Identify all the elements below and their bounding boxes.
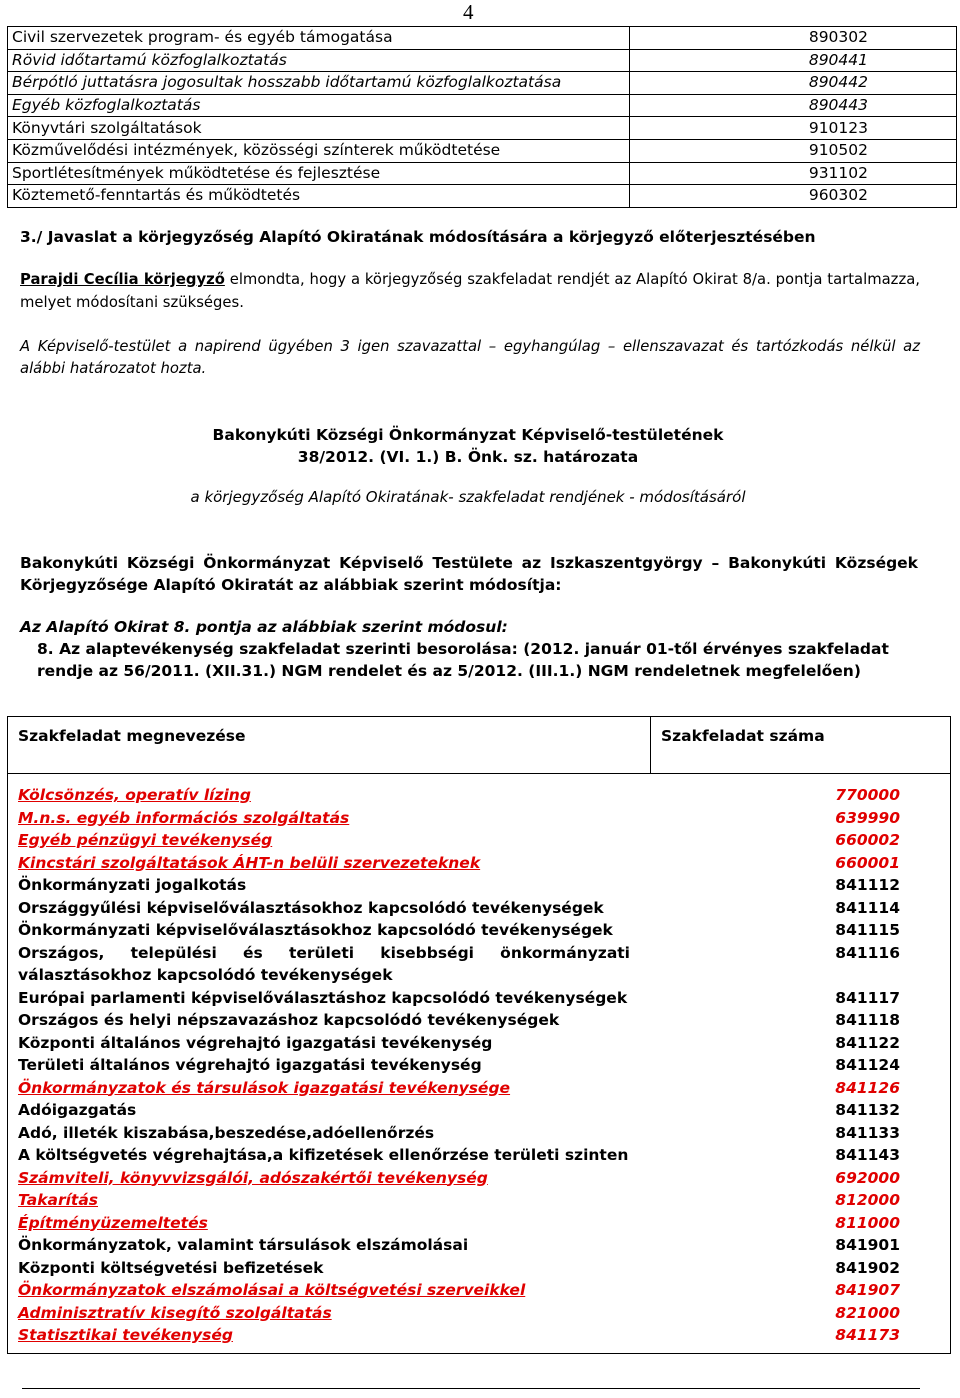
szakfeladat-name: A költségvetés végrehajtása,a kifizetések ellenőrzése területi szinten bbox=[18, 1146, 629, 1164]
szakfeladat-code: 821000 bbox=[835, 1303, 900, 1322]
list-item bbox=[8, 919, 950, 942]
row-code: 931102 bbox=[630, 162, 957, 185]
table-row bbox=[8, 117, 957, 140]
list-item bbox=[8, 1077, 950, 1100]
szakfeladat-name: Egyéb pénzügyi tevékenység bbox=[18, 831, 273, 849]
row-code: 890443 bbox=[630, 94, 957, 117]
szakfeladat-name: Európai parlamenti képviselőválasztáshoz kapcsolódó tevékenységek bbox=[18, 988, 628, 1007]
list-item bbox=[8, 1144, 950, 1167]
row-code: 910123 bbox=[630, 117, 957, 140]
szakfeladat-code: 660001 bbox=[835, 853, 900, 872]
resolution-title bbox=[20, 424, 916, 468]
szakfeladat-code: 841124 bbox=[835, 1056, 900, 1074]
szakfeladat-code: 841116 bbox=[835, 943, 900, 962]
list-item bbox=[8, 1279, 950, 1302]
szakfeladat-code: 841902 bbox=[835, 1258, 900, 1277]
paragraph-amendment: Bakonykúti Községi Önkormányzat Képviselő Testülete az Iszkaszentgyörgy – Bakonykúti Községek Körjegyzősége Alapító Okiratát az alábbiak szerint módosítja: bbox=[20, 554, 918, 594]
paragraph-clerk-statement bbox=[20, 268, 920, 314]
list-item bbox=[8, 1257, 950, 1280]
list-item bbox=[8, 807, 950, 830]
clerk-name: Parajdi Cecília körjegyző bbox=[20, 271, 225, 288]
page-number: 4 bbox=[463, 0, 474, 24]
row-name: Közművelődési intézmények, közösségi színterek működtetése bbox=[8, 139, 630, 162]
szakfeladat-name: Országos, települési és területi kisebbségi önkormányzati választásokhoz kapcsolódó tevékenységek bbox=[18, 943, 630, 984]
szakfeladat-name: Önkormányzatok elszámolásai a költségvetési szerveikkel bbox=[18, 1281, 526, 1299]
paragraph-point-8: Az Alapító Okirat 8. pontja az alábbiak szerint módosul: bbox=[20, 618, 508, 636]
row-name: Rövid időtartamú közfoglalkoztatás bbox=[8, 49, 630, 72]
szakfeladat-name: Statisztikai tevékenység bbox=[18, 1326, 233, 1344]
clerk-statement-text: elmondta, hogy a körjegyzőség szakfeladat rendjét az Alapító Okirat 8/a. pontja tartalmazza, melyet módosítani szükséges. bbox=[20, 271, 920, 311]
row-name: Köztemető-fenntartás és működtetés bbox=[8, 185, 630, 208]
table-row bbox=[8, 72, 957, 95]
szakfeladat-code: 811000 bbox=[835, 1213, 900, 1232]
szakfeladat-name: Központi általános végrehajtó igazgatási tevékenység bbox=[18, 1033, 493, 1052]
szakfeladat-table bbox=[7, 716, 951, 1354]
list-item bbox=[8, 1099, 950, 1122]
list-item bbox=[8, 1302, 950, 1325]
list-item bbox=[8, 1032, 950, 1055]
szakfeladat-name: Önkormányzati képviselőválasztásokhoz kapcsolódó tevékenységek bbox=[18, 921, 613, 939]
szakfeladat-name: Önkormányzatok és társulások igazgatási tevékenysége bbox=[18, 1078, 511, 1097]
szakfeladat-name: Országos és helyi népszavazáshoz kapcsolódó tevékenységek bbox=[18, 1011, 560, 1029]
szakfeladat-name: Adóigazgatás bbox=[18, 1101, 137, 1119]
list-item bbox=[8, 942, 950, 987]
list-item bbox=[8, 1189, 950, 1212]
szakfeladat-name: Központi költségvetési befizetések bbox=[18, 1258, 324, 1277]
szakfeladat-code: 841901 bbox=[835, 1236, 900, 1254]
row-name: Sportlétesítmények működtetése és fejlesztése bbox=[8, 162, 630, 185]
list-item bbox=[8, 1122, 950, 1145]
resolution-title-line-2: 38/2012. (VI. 1.) B. Önk. sz. határozata bbox=[297, 448, 639, 466]
list-item bbox=[8, 1324, 950, 1347]
table-row bbox=[8, 27, 957, 50]
list-item bbox=[8, 1167, 950, 1190]
szakfeladat-name: Kölcsönzés, operatív lízing bbox=[18, 786, 251, 804]
szakfeladat-code: 841133 bbox=[835, 1123, 900, 1142]
table-row bbox=[8, 49, 957, 72]
table-row bbox=[8, 94, 957, 117]
szakfeladat-code: 812000 bbox=[835, 1191, 900, 1209]
szakfeladat-code: 841143 bbox=[835, 1146, 900, 1164]
szakfeladat-code: 841114 bbox=[835, 898, 900, 917]
szakfeladat-code: 841132 bbox=[835, 1101, 900, 1119]
section-heading: 3./ Javaslat a körjegyzőség Alapító Okiratának módosítására a körjegyző előterjesztésében bbox=[20, 228, 816, 246]
list-item bbox=[8, 874, 950, 897]
szakfeladat-name: M.n.s. egyéb információs szolgáltatás bbox=[18, 808, 350, 827]
szakfeladat-name: Számviteli, könyvvizsgálói, adószakértői tevékenység bbox=[18, 1168, 488, 1187]
list-item bbox=[8, 987, 950, 1010]
row-code: 890441 bbox=[630, 49, 957, 72]
szakfeladat-code: 692000 bbox=[835, 1168, 900, 1187]
resolution-title-line-1: Bakonykúti Községi Önkormányzat Képviselő-testületének bbox=[212, 426, 724, 444]
list-item bbox=[8, 1212, 950, 1235]
row-code: 960302 bbox=[630, 185, 957, 208]
row-name: Könyvtári szolgáltatások bbox=[8, 117, 630, 140]
list-item bbox=[8, 1234, 950, 1257]
szakfeladat-name: Takarítás bbox=[18, 1191, 99, 1209]
szakfeladat-code: 841117 bbox=[835, 988, 900, 1007]
szakfeladat-code: 639990 bbox=[835, 808, 900, 827]
szakfeladat-code: 841122 bbox=[835, 1033, 900, 1052]
table-row bbox=[8, 139, 957, 162]
paragraph-vote: A Képviselő-testület a napirend ügyében 3 igen szavazattal – egyhangúlag – ellenszavazat és tartózkodás nélkül az alábbi határozatot hozta. bbox=[20, 338, 920, 377]
szakfeladat-name: Önkormányzati jogalkotás bbox=[18, 876, 247, 894]
list-item bbox=[8, 1054, 950, 1077]
szakfeladat-list bbox=[8, 774, 951, 1354]
resolution-subtitle: a körjegyzőség Alapító Okiratának- szakfeladat rendjének - módosításáról bbox=[190, 488, 746, 506]
header-code: Szakfeladat száma bbox=[651, 717, 951, 774]
szakfeladat-code: 841112 bbox=[835, 876, 900, 894]
list-item bbox=[8, 1009, 950, 1032]
szakfeladat-name: Területi általános végrehajtó igazgatási tevékenység bbox=[18, 1056, 482, 1074]
list-item bbox=[8, 829, 950, 852]
szakfeladat-code: 841118 bbox=[835, 1011, 900, 1029]
szakfeladat-code: 841115 bbox=[835, 921, 900, 939]
list-item bbox=[8, 784, 950, 807]
row-code: 890302 bbox=[630, 27, 957, 50]
row-name: Civil szervezetek program- és egyéb támogatása bbox=[8, 27, 630, 50]
szakfeladat-name: Adó, illeték kiszabása,beszedése,adóellenőrzés bbox=[18, 1123, 435, 1142]
row-name: Bérpótló juttatásra jogosultak hosszabb időtartamú közfoglalkoztatása bbox=[8, 72, 630, 95]
szakfeladat-code: 841126 bbox=[835, 1078, 900, 1097]
table-row bbox=[8, 185, 957, 208]
szakfeladat-name: Kincstári szolgáltatások ÁHT-n belüli szervezeteknek bbox=[18, 853, 481, 872]
szakfeladat-code: 770000 bbox=[835, 786, 900, 804]
szakfeladat-code: 660002 bbox=[835, 831, 900, 849]
row-code: 890442 bbox=[630, 72, 957, 95]
szakfeladat-name: Építményüzemeltetés bbox=[18, 1213, 208, 1232]
list-item bbox=[8, 852, 950, 875]
footer-divider bbox=[22, 1388, 920, 1389]
table-row bbox=[8, 162, 957, 185]
szakfeladat-name: Országgyűlési képviselőválasztásokhoz kapcsolódó tevékenységek bbox=[18, 898, 604, 917]
szakfeladat-code: 841173 bbox=[835, 1326, 900, 1344]
paragraph-classification: 8. Az alaptevékenység szakfeladat szerinti besorolása: (2012. január 01-től érvényes szakfeladat rendje az 56/2011. (XII.31.) NGM rendelet és az 5/2012. (III.1.) NGM rendeletnek megfelelően) bbox=[37, 640, 889, 680]
header-name: Szakfeladat megnevezése bbox=[8, 717, 651, 774]
szakfeladat-name: Önkormányzatok, valamint társulások elszámolásai bbox=[18, 1236, 469, 1254]
szakfeladat-code: 841907 bbox=[835, 1281, 900, 1299]
top-code-table bbox=[7, 26, 957, 208]
row-name: Egyéb közfoglalkoztatás bbox=[8, 94, 630, 117]
szakfeladat-name: Adminisztratív kisegítő szolgáltatás bbox=[18, 1303, 332, 1322]
row-code: 910502 bbox=[630, 139, 957, 162]
list-item bbox=[8, 897, 950, 920]
